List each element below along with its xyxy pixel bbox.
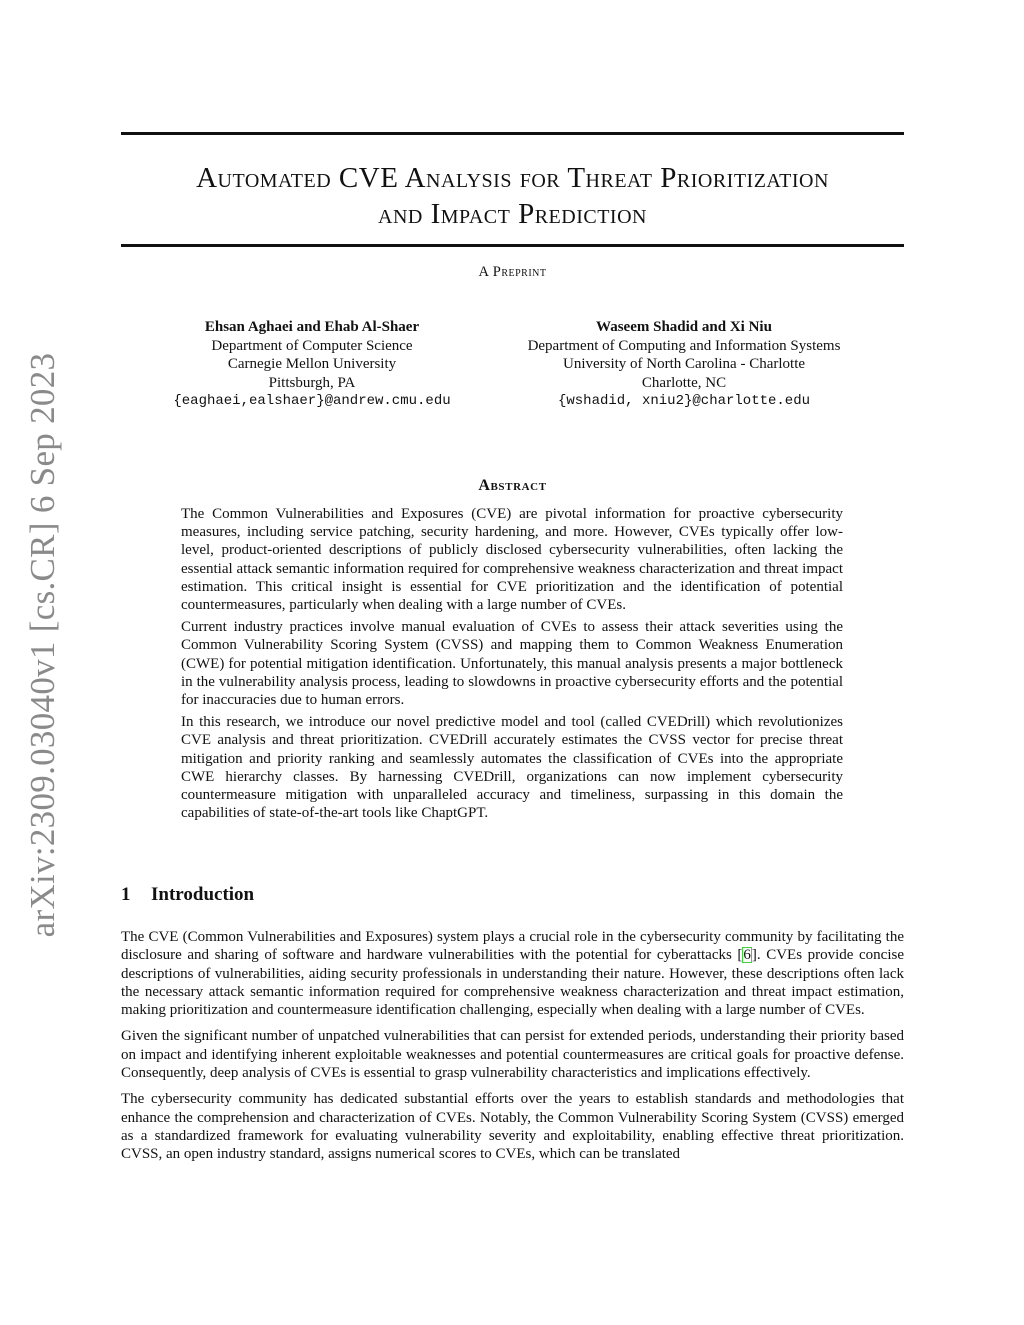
abstract-paragraph: The Common Vulnerabilities and Exposures (CVE) are pivotal information for proactive cybersecurity measures, including service patching, security hardening, and more. However, CVEs typically offer low-level, product-oriented descriptions of publicly disclosed cybersecurity vulnerabilities, often lacking the essential attack semantic information required for comprehensive weakness characterization and threat impact estimation. This critical insight is essential for CVE prioritization and the identification of potential countermeasures, particularly when dealing with a large number of CVEs. <box>181 506 843 614</box>
author-email[interactable]: {eaghaei,ealshaer}@andrew.cmu.edu <box>173 393 451 409</box>
author-location: Pittsburgh, PA <box>268 374 356 391</box>
author-names: Ehsan Aghaei and Ehab Al-Shaer <box>204 319 420 335</box>
title-line-2: and Impact Prediction <box>378 198 647 230</box>
title-line-1: Automated CVE Analysis for Threat Prioritization <box>196 162 829 194</box>
author-email[interactable]: {wshadid, xniu2}@charlotte.edu <box>557 393 811 409</box>
bottom-rule <box>121 244 904 247</box>
body-paragraph: Given the significant number of unpatched vulnerabilities that can persist for extended periods, understanding their priority based on impact and identifying inherent exploitable weaknesses and potential countermeasures are critical goals for proactive defense. Consequently, deep analysis of CVEs is essential to grasp vulnerability characteristics and implications effectively. <box>121 1028 904 1082</box>
author-block-uncc <box>494 318 874 411</box>
body-text-segment: The CVE (Common Vulnerabilities and Exposures) system plays a crucial role in the cybersecurity community by facilitating the disclosure and sharing of software and hardware vulnerabilities with the potential for cyberattacks [ <box>121 929 904 964</box>
author-institution: Carnegie Mellon University <box>227 356 397 372</box>
top-rule <box>121 132 904 135</box>
author-block-cmu <box>150 318 474 411</box>
abstract-heading: Abstract <box>478 477 547 494</box>
citation-link[interactable]: 6 <box>743 947 751 964</box>
body-text-segment: ]. CVEs provide concise descriptions of vulnerabilities, aiding security professionals in understanding their nature. However, these descriptions often lack the necessary attack semantic information required for comprehensive weakness characterization and threat impact estimation, making prioritization and countermeasure identification challenging, especially when dealing with a large number of CVEs. <box>121 947 904 1019</box>
section-heading <box>121 884 254 906</box>
author-names: Waseem Shadid and Xi Niu <box>596 319 772 335</box>
author-location: Charlotte, NC <box>641 374 727 391</box>
author-department: Department of Computing and Information Systems <box>527 337 841 354</box>
arxiv-stamp: arXiv:2309.03040v1 [cs.CR] 6 Sep 2023 <box>23 352 62 938</box>
introduction-body <box>121 928 904 1172</box>
body-paragraph: The cybersecurity community has dedicated substantial efforts over the years to establish standards and methodologies that enhance the comprehension and characterization of CVEs. Notably, the Common Vulnerability Scoring System (CVSS) emerged as a standardized framework for evaluating vulnerability severity and exploitability, enabling effective threat prioritization. CVSS, an open industry standard, assigns numerical scores to CVEs, which can be translated <box>121 1091 904 1163</box>
abstract <box>181 505 843 826</box>
abstract-paragraph: Current industry practices involve manual evaluation of CVEs to assess their attack severities using the Common Vulnerability Scoring System (CVSS) and mapping them to Common Weakness Enumeration (CWE) for potential mitigation identification. Unfortunately, this manual analysis presents a major bottleneck in the vulnerability analysis process, leading to slowdowns in proactive cybersecurity efforts and the potential for inaccuracies due to human errors. <box>181 619 843 709</box>
paper-title <box>121 160 904 232</box>
abstract-paragraph: In this research, we introduce our novel predictive model and tool (called CVEDrill) which revolutionizes CVE analysis and threat prioritization. CVEDrill accurately estimates the CVSS vector for precise threat mitigation and priority ranking and seamlessly automates the classification of CVEs into the appropriate CWE hierarchy classes. By harnessing CVEDrill, organizations can now implement cybersecurity countermeasure mitigation with unparalleled accuracy and timeliness, surpassing in this domain the capabilities of state-of-the-art tools like ChaptGPT. <box>181 714 843 822</box>
section-title: Introduction <box>151 884 255 905</box>
section-number: 1 <box>121 884 131 905</box>
body-paragraph <box>121 928 904 1019</box>
author-institution: University of North Carolina - Charlotte <box>562 356 806 372</box>
preprint-label: A Preprint <box>478 264 547 280</box>
author-department: Department of Computer Science <box>211 337 413 354</box>
